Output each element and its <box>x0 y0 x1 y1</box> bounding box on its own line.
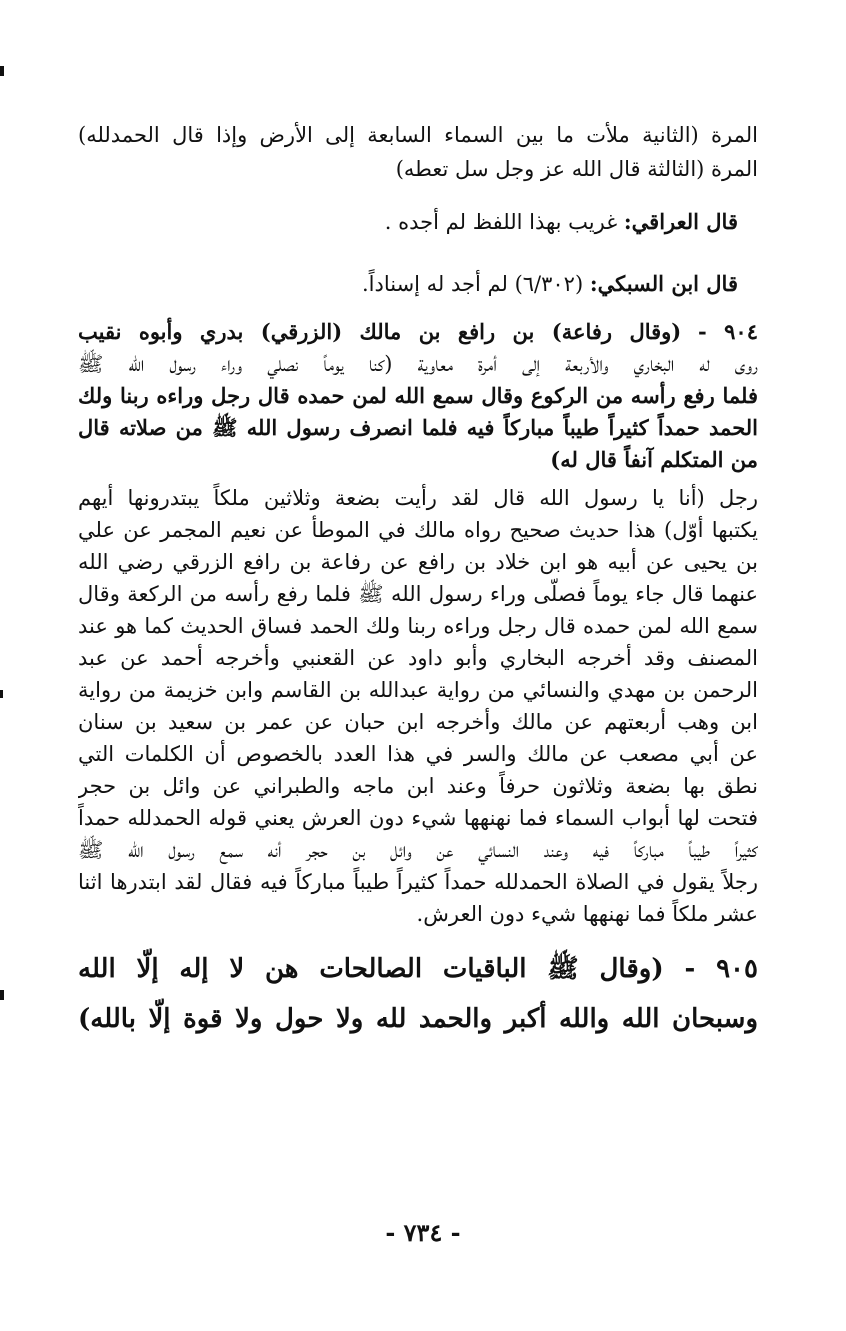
text-line: المصنف وقد أخرجه البخاري وأبو داود عن القعنبي وأخرجه أحمد عن عبد <box>78 646 758 670</box>
text-line: يكتبها أوّل) هذا حديث صحيح رواه مالك في الموطأ عن نعيم المجمر عن علي <box>78 518 758 542</box>
text-line: رجل (أنا يا رسول الله قال لقد رأيت بضعة وثلاثين ملكاً يبتدرونها أيهم <box>78 486 758 510</box>
text-line: كثيراً طيباً مباركاً فيه وعند النسائي عن وائل بن حجر أنه سمع رسول الله ﷺ <box>78 838 758 862</box>
text-line: نطق بها بضعة وثلاثون حرفاً وعند ابن ماجه والطبراني عن وائل بن حجر <box>78 774 758 798</box>
text-line: الرحمن بن مهدي والنسائي من رواية عبدالله بن القاسم وابن خزيمة من رواية <box>78 678 758 702</box>
hadith-text: ٩٠٥ - (وقال ﷺ الباقيات الصالحات هن لا إله إلّا الله <box>78 954 758 984</box>
text-line: المرة (الثانية ملأت ما بين السماء السابعة إلى الأرض وإذا قال الحمدلله) <box>78 123 758 147</box>
hadith-text: وسبحان الله والله أكبر والحمد لله ولا حول ولا قوة إلّا بالله) <box>78 1004 758 1034</box>
text-line: عنهما قال جاء يوماً فصلّى وراء رسول الله ﷺ فلما رفع رأسه من الركعة وقال <box>78 582 758 606</box>
text-line: عشر ملكاً فما نهنهها شيء دون العرش. <box>416 902 758 926</box>
intro-paragraph <box>78 118 758 186</box>
scan-edge-mark <box>0 990 4 1000</box>
commentary-paragraph <box>78 482 758 930</box>
text-line: ابن وهب أربعتهم عن مالك وأخرجه ابن حبان عن عمر بن سعيد بن سنان <box>78 710 758 734</box>
subki-text: (٦/٣٠٢) لم أجد له إسناداً. <box>361 272 584 296</box>
page-number: - ٧٣٤ - <box>385 1218 461 1247</box>
text-line: عن أبي مصعب عن مالك والسر في هذا العدد بالخصوص أن الكلمات التي <box>78 742 758 766</box>
hadith-number: ٩٠٤ - <box>698 319 758 344</box>
hadith-905 <box>78 944 758 1044</box>
scan-edge-mark <box>0 66 4 76</box>
subki-note <box>78 258 758 310</box>
iraqi-text: غريب بهذا اللفظ لم أجده . <box>384 210 618 234</box>
hadith-text: الحمد حمداً كثيراً طيباً مباركاً فيه فلما انصرف رسول الله ﷺ من صلاته قال <box>78 415 758 440</box>
text-line: بن يحيى عن أبيه هو ابن خلاد بن رافع عن رفاعة بن رافع الزرقي رضي الله <box>78 550 758 574</box>
text-line: سمع الله لمن حمده قال رجل وراءه ربنا ولك الحمد فساق الحديث كما هو عند <box>78 614 758 638</box>
hadith-text: روى له البخاري والأربعة إلى أمرة معاوية (كنا يوماً نصلي وراء رسول الله ﷺ <box>78 352 758 376</box>
scan-edge-mark <box>0 690 3 698</box>
text-line: رجلاً يقول في الصلاة الحمدلله حمداً كثيراً طيباً مباركاً فيه فقال لقد ابتدرها اثنا <box>78 870 758 894</box>
hadith-text: (وقال رفاعة) بن رافع بن مالك (الزرقي) بدري وأبوه نقيب <box>78 319 682 344</box>
hadith-text: من المتكلم آنفاً قال له) <box>550 447 758 472</box>
subki-label: قال ابن السبكي: <box>589 271 738 296</box>
text-line: فتحت لها أبواب السماء فما نهنهها شيء دون العرش يعني قوله الحمدلله حمداً <box>78 806 758 830</box>
hadith-904 <box>78 316 758 476</box>
text-line: المرة (الثالثة قال الله عز وجل سل تعطه) <box>395 157 758 181</box>
iraqi-note <box>78 196 758 248</box>
hadith-text: فلما رفع رأسه من الركوع وقال سمع الله لمن حمده قال رجل وراءه ربنا ولك <box>78 383 758 408</box>
iraqi-label: قال العراقي: <box>623 209 738 234</box>
page-body <box>78 118 758 1298</box>
